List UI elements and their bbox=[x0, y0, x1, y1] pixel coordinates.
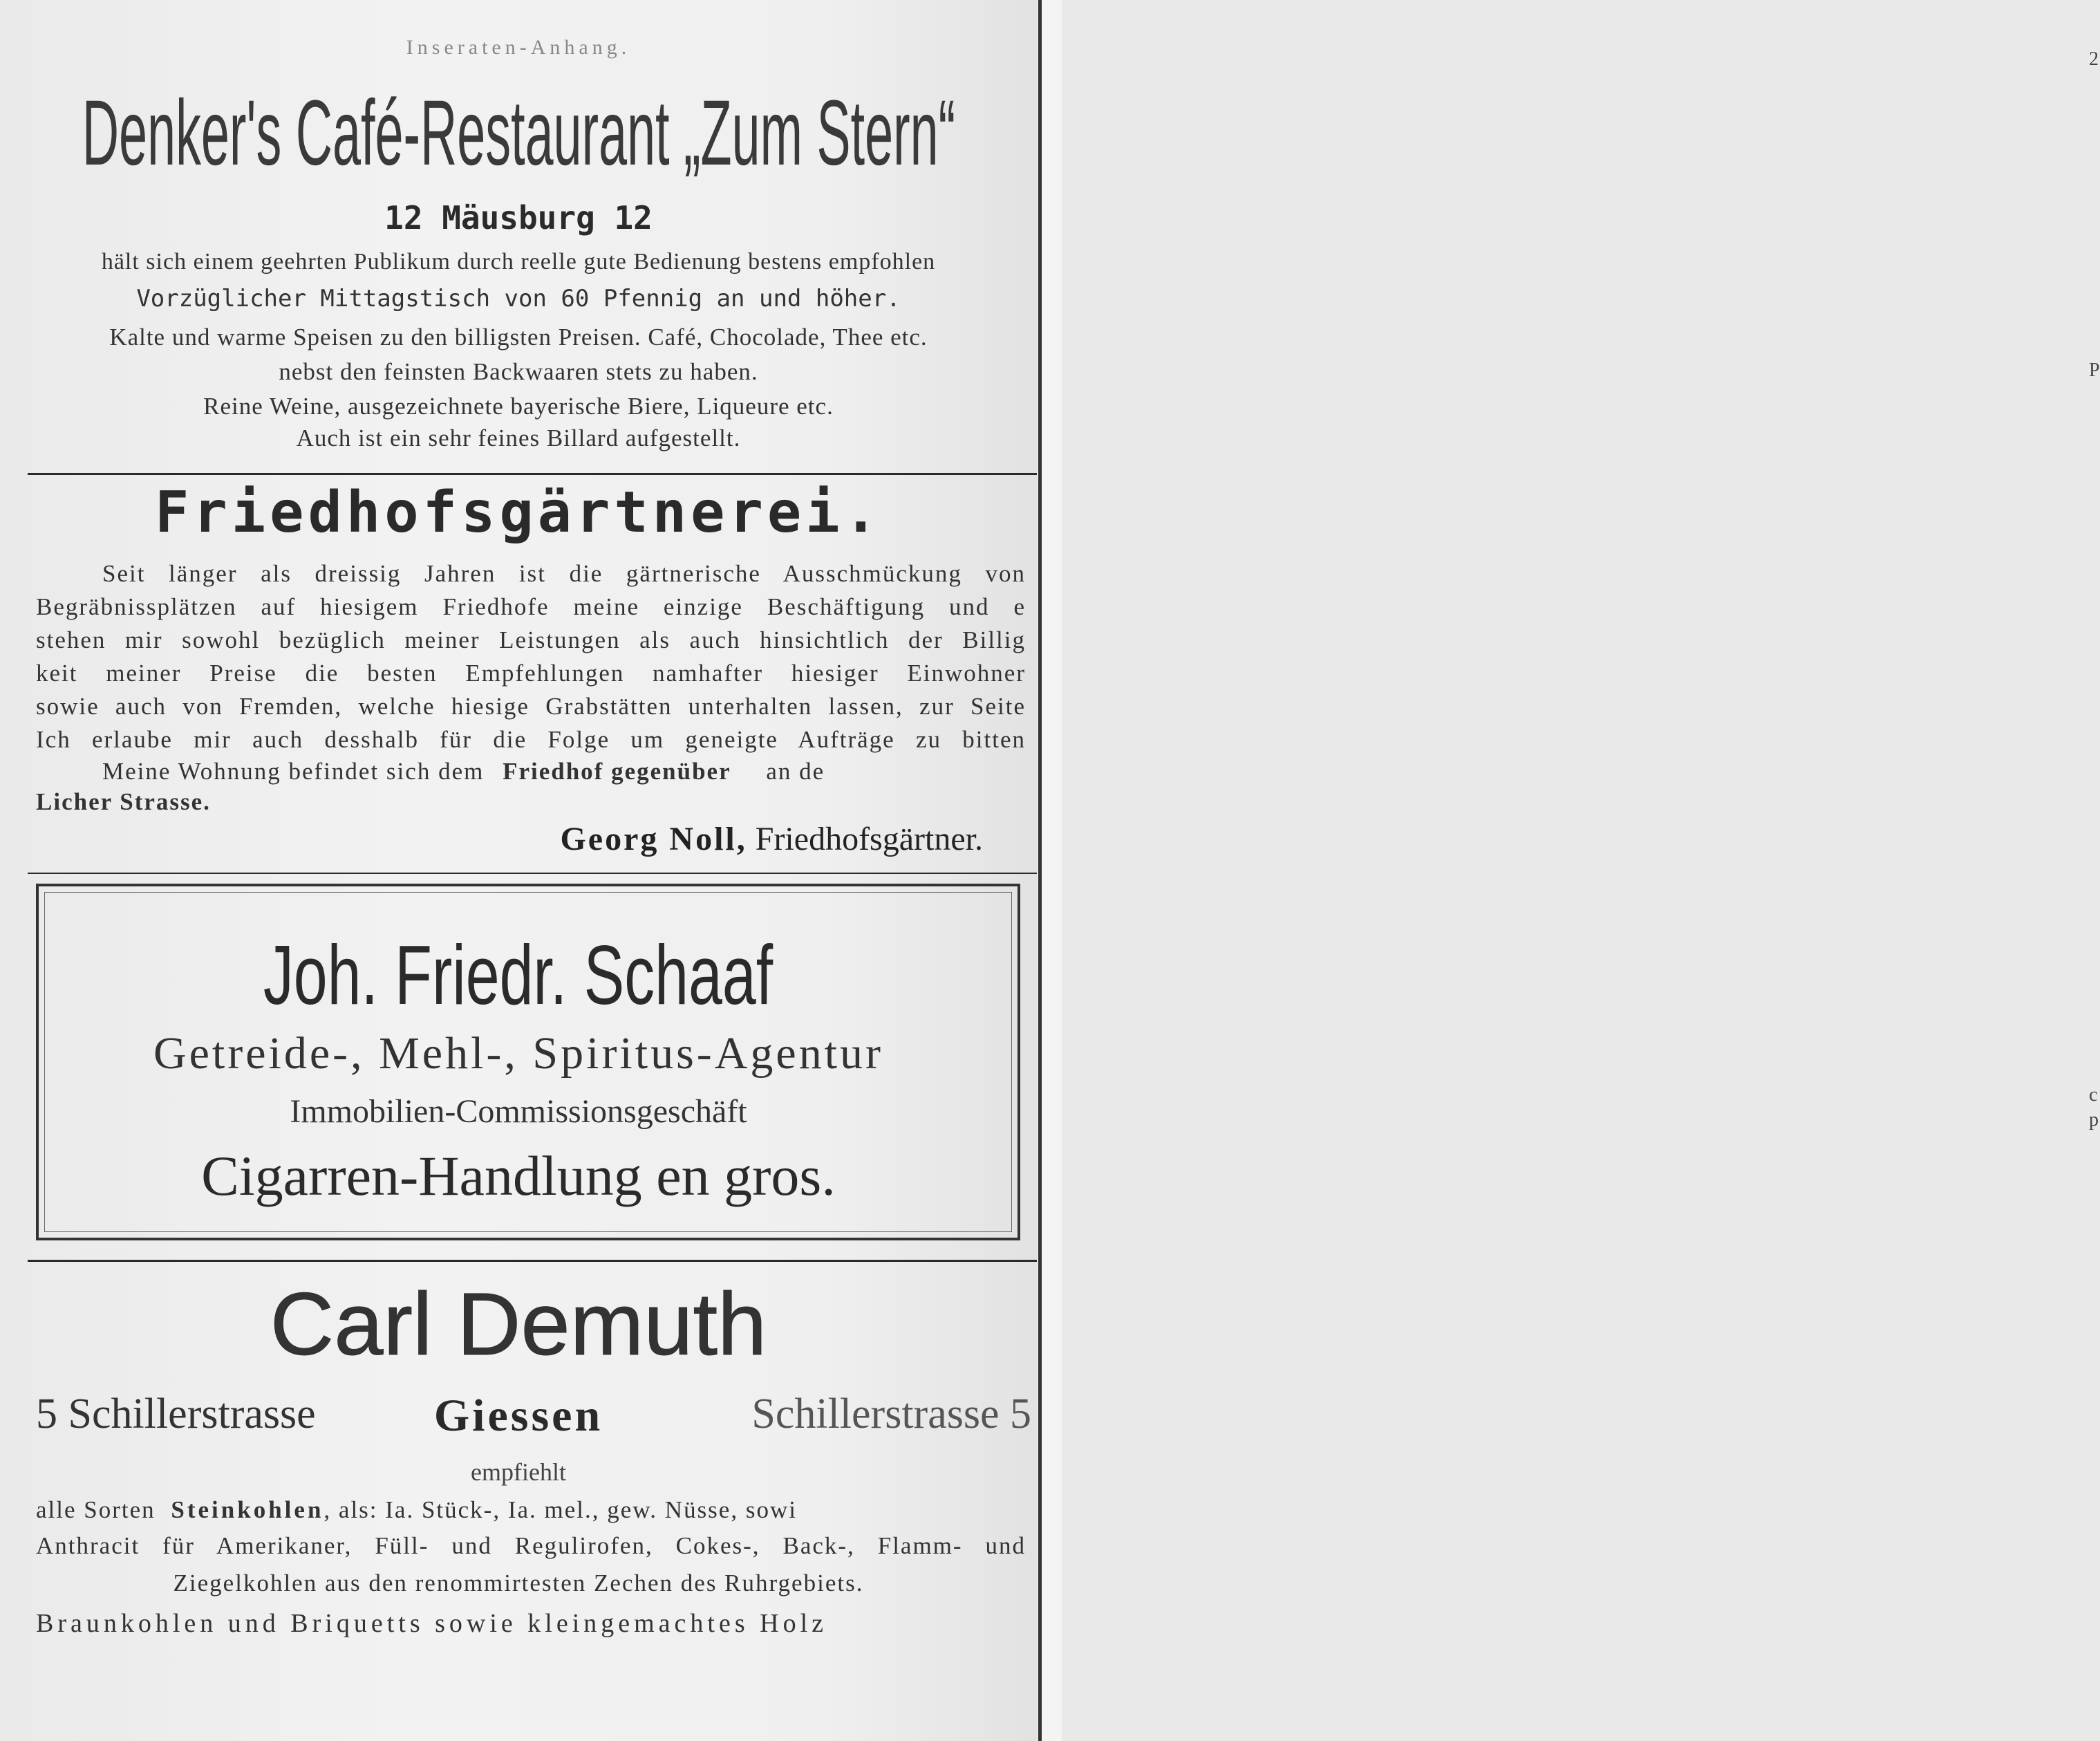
signature-title: Friedhofsgärtner. bbox=[755, 821, 983, 857]
cafe-title: Denker's Café-Restaurant „Zum Stern“ bbox=[82, 82, 956, 185]
schaaf-title: Joh. Friedr. Schaaf bbox=[263, 928, 774, 1022]
divider-rule bbox=[28, 1260, 1037, 1262]
signature-name: Georg Noll, bbox=[560, 821, 747, 857]
demuth-steinkohlen: Steinkohlen bbox=[171, 1496, 324, 1523]
friedhof-line-3: stehen mir sowohl bezüglich meiner Leistungen als auch hinsichtlich der Billig bbox=[36, 626, 1026, 653]
schaaf-line-1: Getreide-, Mehl-, Spiritus-Agentur bbox=[153, 1028, 884, 1079]
cafe-line-1: hält sich einem geehrten Publikum durch reelle gute Bedienung bestens empfohlen bbox=[101, 249, 936, 274]
friedhof-line-6: Ich erlaube mir auch desshalb für die Folge um geneigte Aufträge zu bitten bbox=[36, 726, 1026, 753]
edge-mark: 2 bbox=[2089, 48, 2099, 70]
demuth-line-2: Anthracit für Amerikaner, Füll- und Regulirofen, Cokes-, Back-, Flamm- und bbox=[36, 1532, 1026, 1559]
edge-mark: p bbox=[2089, 1109, 2099, 1130]
divider-rule bbox=[28, 473, 1037, 475]
demuth-recommends: empfiehlt bbox=[471, 1458, 566, 1486]
cafe-line-4: nebst den feinsten Backwaaren stets zu haben. bbox=[279, 358, 758, 385]
edge-mark: c bbox=[2089, 1084, 2098, 1106]
demuth-line-1-a: alle Sorten bbox=[36, 1496, 156, 1523]
demuth-line-1-c: , als: Ia. Stück-, Ia. mel., gew. Nüsse, sowi bbox=[324, 1496, 797, 1523]
cafe-line-6: Auch ist ein sehr feines Billard aufgestellt. bbox=[296, 425, 741, 451]
newspaper-page bbox=[0, 0, 1037, 1741]
friedhof-title: Friedhofsgärtnerei. bbox=[155, 480, 882, 546]
schaaf-line-2: Immobilien-Commissionsgeschäft bbox=[290, 1093, 747, 1130]
divider-rule bbox=[28, 873, 1037, 874]
schaaf-line-3: Cigarren-Handlung en gros. bbox=[201, 1144, 836, 1207]
cafe-line-2: Vorzüglicher Mittagstisch von 60 Pfennig an und höher. bbox=[136, 285, 901, 313]
friedhof-line-7-end: an de bbox=[766, 758, 825, 785]
demuth-city: Giessen bbox=[433, 1390, 603, 1441]
demuth-line-3: Ziegelkohlen aus den renommirtesten Zechen des Ruhrgebiets. bbox=[173, 1570, 864, 1596]
friedhof-street: Licher Strasse. bbox=[36, 788, 211, 815]
friedhof-signature bbox=[0, 820, 1037, 858]
cafe-line-3: Kalte und warme Speisen zu den billigsten Preisen. Café, Chocolade, Thee etc. bbox=[109, 324, 928, 351]
friedhof-line-7-text: Meine Wohnung befindet sich dem bbox=[102, 758, 485, 785]
cafe-address: 12 Mäusburg 12 bbox=[384, 199, 653, 236]
demuth-title: Carl Demuth bbox=[270, 1275, 767, 1374]
cafe-line-5: Reine Weine, ausgezeichnete bayerische Biere, Liqueure etc. bbox=[203, 393, 834, 420]
demuth-address-left: 5 Schillerstrasse bbox=[36, 1390, 316, 1437]
friedhof-line-1: Seit länger als dreissig Jahren ist die gärtnerische Ausschmückung von bbox=[102, 560, 1026, 587]
friedhof-line-2: Begräbnissplätzen auf hiesigem Friedhofe meine einzige Beschäftigung und e bbox=[36, 593, 1026, 620]
demuth-line-1 bbox=[0, 1496, 1037, 1524]
friedhof-emphasis: Friedhof gegenüber bbox=[503, 758, 731, 785]
demuth-address-right: Schillerstrasse 5 bbox=[751, 1390, 1031, 1437]
friedhof-line-5: sowie auch von Fremden, welche hiesige Grabstätten unterhalten lassen, zur Seite bbox=[36, 693, 1026, 720]
friedhof-line-4: keit meiner Preise die besten Empfehlungen namhafter hiesiger Einwohner bbox=[36, 660, 1026, 687]
running-head: Inseraten-Anhang. bbox=[406, 36, 631, 59]
demuth-address bbox=[0, 1390, 1037, 1440]
adjacent-page-strip bbox=[1042, 0, 2100, 1741]
demuth-line-4: Braunkohlen und Briquetts sowie kleingemachtes Holz bbox=[36, 1609, 827, 1638]
edge-mark: P bbox=[2089, 360, 2100, 381]
friedhof-line-7 bbox=[0, 758, 1037, 785]
